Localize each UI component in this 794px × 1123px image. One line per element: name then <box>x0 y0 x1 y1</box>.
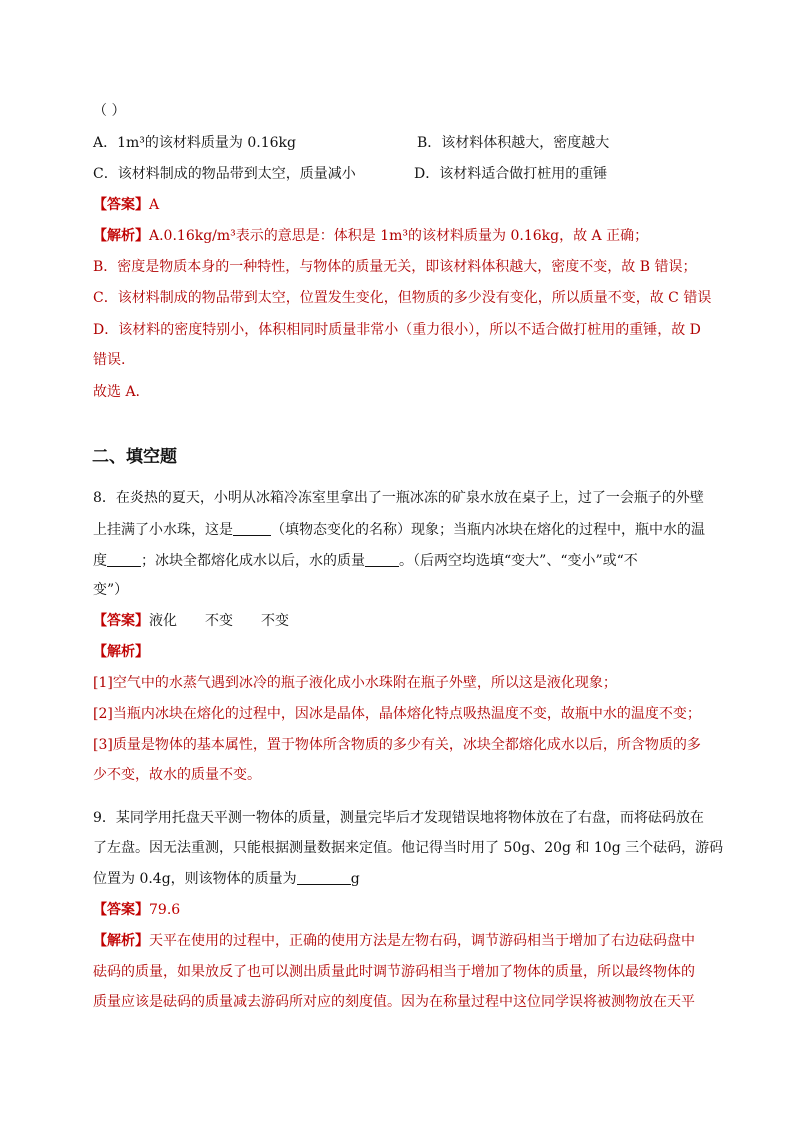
q7-option-a: A．1m³的该材料质量为 0.16kg <box>93 135 296 151</box>
answer-tag: 【答案】 <box>93 197 149 213</box>
analysis-tag: 【解析】 <box>93 933 149 949</box>
answer-value-2: 不变 <box>205 613 233 629</box>
q8-answer <box>93 611 289 631</box>
answer-value-3: 不变 <box>261 613 289 629</box>
answer-value: 79.6 <box>149 902 181 918</box>
q8-analysis-2: [2]当瓶内冰块在熔化的过程中，因冰是晶体，晶体熔化特点吸热温度不变，故瓶中水的温度不变； <box>93 706 701 722</box>
q7-analysis-4: D．该材料的密度特别小，体积相同时质量非常小（重力很小），所以不适合做打桩用的重锤，故 D <box>93 322 701 338</box>
q9-analysis-2: 砝码的质量，如果放反了也可以测出质量此时调节游码相当于增加了物体的质量，所以最终物体的 <box>93 964 695 980</box>
q8-line-2: 上挂满了小水珠，这是 （填物态变化的名称）现象；当瓶内冰块在熔化的过程中，瓶中水的温 <box>93 522 705 538</box>
fill-blank-2 <box>107 552 141 567</box>
fill-blank-1 <box>233 521 271 536</box>
q8-line-1: 8．在炎热的夏天，小明从冰箱冷冻室里拿出了一瓶冰冻的矿泉水放在桌子上，过了一会瓶子的外壁 <box>93 490 704 506</box>
answer-tag: 【答案】 <box>93 902 149 918</box>
q8-line-4: 变”） <box>93 582 129 598</box>
fill-blank-4 <box>297 870 351 885</box>
q8-line-3: 度 ；冰块全都熔化成水以后，水的质量 。（后两空均选填“变大”、“变小”或“不 <box>93 553 638 569</box>
q7-paren: （ ） <box>93 103 126 119</box>
q7-analysis-5: 错误. <box>93 352 126 368</box>
q9-analysis-1: 【解析】天平在使用的过程中，正确的使用方法是左物右码，调节游码相当于增加了右边砝码盘中 <box>93 933 695 949</box>
q7-answer <box>93 195 159 215</box>
answer-tag: 【答案】 <box>93 613 149 629</box>
analysis-tag: 【解析】 <box>93 228 149 244</box>
q7-option-b: B．该材料体积越大，密度越大 <box>417 135 610 151</box>
q7-analysis-3: C．该材料制成的物品带到太空，位置发生变化，但物质的多少没有变化，所以质量不变，故 C 错误 <box>93 290 712 306</box>
q9-line-2: 了左盘。因无法重测，只能根据测量数据来定值。他记得当时用了 50g、20g 和 10g 三个砝码，游码 <box>93 840 724 856</box>
q8-analysis-4: 少不变，故水的质量不变。 <box>93 767 261 783</box>
q7-analysis-2: B．密度是物质本身的一种特性，与物体的质量无关，即该材料体积越大，密度不变，故 B 错误； <box>93 259 697 275</box>
answer-value: A <box>149 197 160 213</box>
q8-analysis-3: [3]质量是物体的基本属性，置于物体所含物质的多少有关，冰块全都熔化成水以后，所含物质的多 <box>93 737 701 753</box>
answer-value-1: 液化 <box>149 613 177 629</box>
section-heading: 二、填空题 <box>92 447 177 467</box>
q7-option-d: D．该材料适合做打桩用的重锤 <box>414 166 608 182</box>
q7-conclusion: 故选 A. <box>93 384 141 400</box>
q9-line-1: 9．某同学用托盘天平测一物体的质量，测量完毕后才发现错误地将物体放在了右盘，而将砝码放在 <box>93 810 704 826</box>
q9-line-3: 位置为 0.4g，则该物体的质量为 g <box>93 871 360 887</box>
q7-analysis-1: 【解析】A.0.16kg/m³表示的意思是：体积是 1m³的该材料质量为 0.16kg，故 A 正确； <box>93 228 649 244</box>
q9-analysis-3: 质量应该是砝码的质量减去游码所对应的刻度值。因为在称量过程中这位同学误将被测物放在天平 <box>93 994 695 1010</box>
fill-blank-3 <box>365 552 399 567</box>
q9-answer <box>93 900 180 920</box>
analysis-tag: 【解析】 <box>93 644 149 660</box>
q8-analysis-1: [1]空气中的水蒸气遇到冰冷的瓶子液化成小水珠附在瓶子外壁，所以这是液化现象； <box>93 675 617 691</box>
q7-option-c: C．该材料制成的物品带到太空，质量减小 <box>93 166 356 182</box>
q8-analysis-tag <box>93 642 149 662</box>
